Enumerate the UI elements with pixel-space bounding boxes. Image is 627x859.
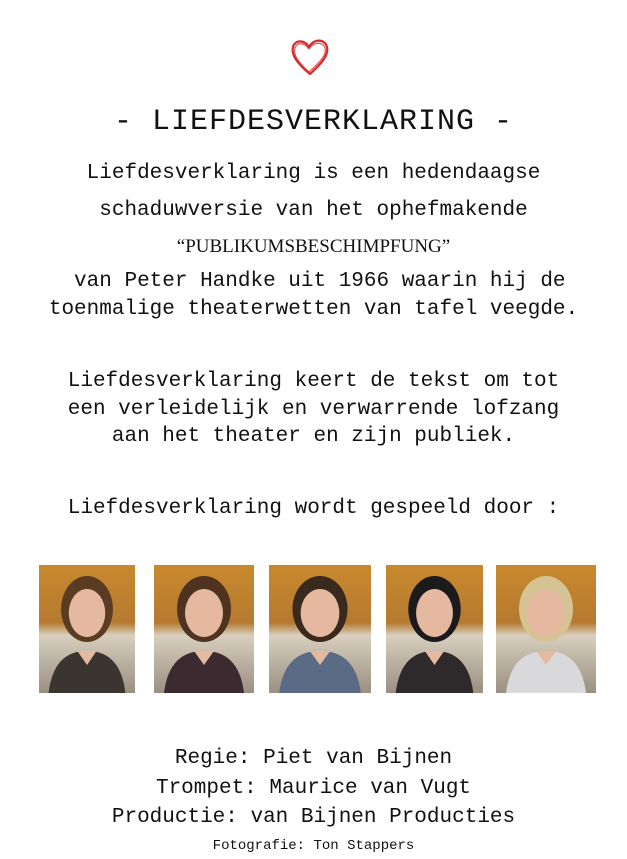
portrait-photo — [39, 565, 135, 693]
credit-regie: Regie: Piet van Bijnen — [174, 747, 453, 770]
portrait-photo — [386, 565, 483, 693]
portrait-photo — [269, 565, 371, 693]
cast-intro: Liefdesverklaring wordt gespeeld door : — [67, 497, 560, 520]
credit-fotografie: Fotografie: Ton Stappers — [212, 838, 415, 854]
paragraph2-line-2: een verleidelijk en verwarrende lofzang — [67, 398, 560, 421]
paragraph2-line-1: Liefdesverklaring keert de tekst om tot — [67, 370, 560, 393]
intro-line-2: schaduwversie van het ophefmakende — [99, 199, 528, 222]
heart-icon — [289, 36, 331, 78]
portrait-photo — [154, 565, 254, 693]
credit-productie: Productie: van Bijnen Producties — [111, 806, 516, 829]
intro-line-4: van Peter Handke uit 1966 waarin hij de — [61, 270, 566, 293]
portrait-photo — [496, 565, 596, 693]
intro-line-1: Liefdesverklaring is een hedendaagse — [86, 162, 541, 185]
paragraph2-line-3: aan het theater en zijn publiek. — [111, 425, 516, 448]
intro-line-5: toenmalige theaterwetten van tafel veegde. — [48, 298, 579, 321]
page-title: - LIEFDESVERKLARING - — [113, 105, 514, 139]
credit-trompet: Trompet: Maurice van Vugt — [155, 777, 472, 800]
intro-line-3: “PUBLIKUMSBESCHIMPFUNG” — [176, 236, 451, 257]
